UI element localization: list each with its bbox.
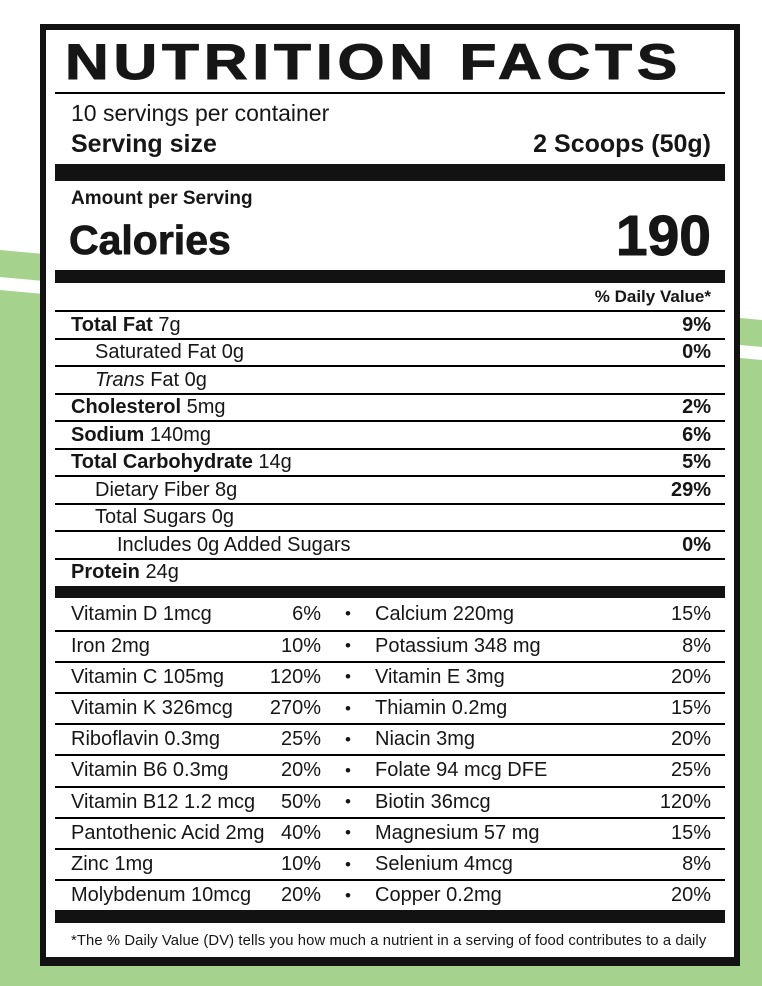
nutrient-name: Dietary Fiber 8g xyxy=(95,478,238,501)
micronutrient-daily-value: 25% xyxy=(670,759,711,782)
micronutrient-name: Thiamin 0.2mg xyxy=(375,697,508,720)
micronutrient-row xyxy=(55,723,725,754)
nutrient-name-bold: Sodium xyxy=(71,423,145,446)
nutrient-name-bold: Protein xyxy=(71,561,140,584)
micronutrient-left xyxy=(71,728,321,751)
micronutrient-name: Vitamin C 105mg xyxy=(71,665,225,688)
daily-value-footnote: *The % Daily Value (DV) tells you how much a nutrient in a serving of food contributes to a daily diet. 2,000 calories a day is used for general nutrition advice. xyxy=(71,933,707,966)
micronutrient-daily-value: 120% xyxy=(269,665,321,688)
calories-value: 190 xyxy=(615,204,711,268)
thick-separator-bar xyxy=(55,164,725,181)
nutrient-name-italic: Trans xyxy=(95,368,145,391)
nutrient-daily-value: 6% xyxy=(682,423,711,446)
bullet-separator: • xyxy=(345,823,351,843)
micronutrient-name: Niacin 3mg xyxy=(375,728,476,751)
nutrient-name: Protein 24g xyxy=(71,561,179,584)
micronutrient-name: Riboflavin 0.3mg xyxy=(71,728,220,751)
nutrient-daily-value: 0% xyxy=(682,533,711,556)
thick-separator-bar xyxy=(55,910,725,923)
micronutrient-row xyxy=(55,661,725,692)
micronutrient-daily-value: 15% xyxy=(670,602,711,625)
micronutrient-right xyxy=(375,635,711,658)
nutrient-row xyxy=(55,448,725,476)
micronutrient-name: Vitamin K 326mcg xyxy=(71,697,233,720)
serving-size-label: Serving size xyxy=(71,130,217,158)
micronutrient-row xyxy=(55,692,725,723)
micronutrient-row xyxy=(55,817,725,848)
calories-label: Calories xyxy=(69,217,231,264)
nutrient-row xyxy=(55,420,725,448)
nutrient-rows xyxy=(55,310,725,585)
nutrient-name: Total Sugars 0g xyxy=(95,506,234,529)
nutrient-name: Saturated Fat 0g xyxy=(95,341,244,364)
bullet-separator: • xyxy=(345,667,351,687)
micronutrient-daily-value: 40% xyxy=(280,821,321,844)
micronutrient-left xyxy=(71,822,321,845)
micronutrient-row xyxy=(55,754,725,785)
nutrient-row xyxy=(55,310,725,338)
nutrient-daily-value: 2% xyxy=(682,396,711,419)
micronutrient-name: Copper 0.2mg xyxy=(375,884,502,907)
nutrient-name: Total Carbohydrate 14g xyxy=(71,451,292,474)
micronutrient-name: Vitamin B12 1.2 mcg xyxy=(71,790,256,813)
serving-size-row xyxy=(55,128,725,164)
micronutrient-rows xyxy=(55,598,725,910)
micronutrient-row xyxy=(55,879,725,910)
nutrient-row xyxy=(55,393,725,421)
micronutrient-name: Potassium 348 mg xyxy=(375,634,541,657)
micronutrient-name: Biotin 36mcg xyxy=(375,790,491,813)
micronutrient-daily-value: 15% xyxy=(670,821,711,844)
bullet-separator: • xyxy=(345,854,351,874)
micronutrient-row xyxy=(55,786,725,817)
nutrient-daily-value: 0% xyxy=(682,341,711,364)
bullet-separator: • xyxy=(345,792,351,812)
micronutrient-daily-value: 15% xyxy=(670,697,711,720)
nutrient-row xyxy=(55,338,725,366)
micronutrient-left xyxy=(71,853,321,876)
micronutrient-left xyxy=(71,666,321,689)
micronutrient-daily-value: 10% xyxy=(280,634,321,657)
micronutrient-right xyxy=(375,884,711,907)
thick-separator-bar xyxy=(55,270,725,283)
micronutrient-daily-value: 20% xyxy=(670,884,711,907)
micronutrient-name: Folate 94 mcg DFE xyxy=(375,759,548,782)
nutrient-name: Cholesterol 5mg xyxy=(71,396,226,419)
daily-value-header: % Daily Value* xyxy=(594,287,711,307)
nutrient-name: Sodium 140mg xyxy=(71,423,212,446)
nutrient-row xyxy=(55,475,725,503)
micronutrient-daily-value: 20% xyxy=(670,665,711,688)
micronutrient-row xyxy=(55,630,725,661)
micronutrient-left xyxy=(71,635,321,658)
micronutrient-name: Vitamin B6 0.3mg xyxy=(71,759,229,782)
nutrient-name: Includes 0g Added Sugars xyxy=(117,533,351,556)
nutrient-name-bold: Cholesterol xyxy=(71,396,182,419)
label-title: NUTRITION FACTS xyxy=(65,34,683,90)
nutrient-name: Trans Fat 0g xyxy=(95,368,207,391)
nutrient-row xyxy=(55,365,725,393)
bullet-separator: • xyxy=(345,636,351,656)
amount-per-serving: Amount per Serving xyxy=(71,188,253,209)
nutrient-daily-value: 29% xyxy=(670,478,711,501)
micronutrient-name: Molybdenum 10mcg xyxy=(71,884,252,907)
micronutrient-daily-value: 8% xyxy=(682,853,711,876)
thick-separator-bar xyxy=(55,586,725,598)
bullet-separator: • xyxy=(345,760,351,780)
micronutrient-name: Iron 2mg xyxy=(71,634,150,657)
micronutrient-row xyxy=(55,598,725,629)
micronutrient-right xyxy=(375,728,711,751)
serving-size-value: 2 Scoops (50g) xyxy=(533,130,711,158)
micronutrient-daily-value: 270% xyxy=(269,697,321,720)
micronutrient-daily-value: 20% xyxy=(280,759,321,782)
micronutrient-right xyxy=(375,697,711,720)
micronutrient-daily-value: 20% xyxy=(670,728,711,751)
micronutrient-left xyxy=(71,759,321,782)
micronutrient-left xyxy=(71,884,321,907)
nutrient-name: Total Fat 7g xyxy=(71,313,181,336)
micronutrient-daily-value: 10% xyxy=(280,853,321,876)
micronutrient-name: Vitamin E 3mg xyxy=(375,665,505,688)
micronutrient-name: Calcium 220mg xyxy=(375,602,514,625)
micronutrient-right xyxy=(375,822,711,845)
micronutrient-left xyxy=(71,697,321,720)
nutrient-row xyxy=(55,503,725,531)
micronutrient-daily-value: 20% xyxy=(280,884,321,907)
nutrition-facts-label xyxy=(40,24,740,966)
micronutrient-name: Vitamin D 1mcg xyxy=(71,602,212,625)
bullet-separator: • xyxy=(345,885,351,905)
nutrient-daily-value: 9% xyxy=(682,313,711,336)
bullet-separator: • xyxy=(345,604,351,624)
micronutrient-right xyxy=(375,666,711,689)
nutrient-row xyxy=(55,530,725,558)
micronutrient-daily-value: 6% xyxy=(292,602,321,625)
micronutrient-right xyxy=(375,853,711,876)
micronutrient-daily-value: 25% xyxy=(280,728,321,751)
micronutrient-daily-value: 50% xyxy=(280,790,321,813)
calories-row xyxy=(55,204,725,268)
micronutrient-right xyxy=(375,603,711,626)
micronutrient-left xyxy=(71,603,321,626)
bullet-separator: • xyxy=(345,698,351,718)
micronutrient-daily-value: 120% xyxy=(659,790,711,813)
micronutrient-name: Selenium 4mcg xyxy=(375,853,513,876)
nutrient-row xyxy=(55,558,725,586)
micronutrient-name: Zinc 1mg xyxy=(71,853,154,876)
micronutrient-right xyxy=(375,791,711,814)
micronutrient-right xyxy=(375,759,711,782)
micronutrient-row xyxy=(55,848,725,879)
micronutrient-name: Pantothenic Acid 2mg xyxy=(71,821,265,844)
micronutrient-daily-value: 8% xyxy=(682,634,711,657)
nutrient-daily-value: 5% xyxy=(682,451,711,474)
micronutrient-name: Magnesium 57 mg xyxy=(375,821,540,844)
micronutrient-left xyxy=(71,791,321,814)
nutrient-name-bold: Total Fat xyxy=(71,313,153,336)
nutrient-name-bold: Total Carbohydrate xyxy=(71,451,253,474)
servings-per-container: 10 servings per container xyxy=(71,100,330,126)
bullet-separator: • xyxy=(345,729,351,749)
